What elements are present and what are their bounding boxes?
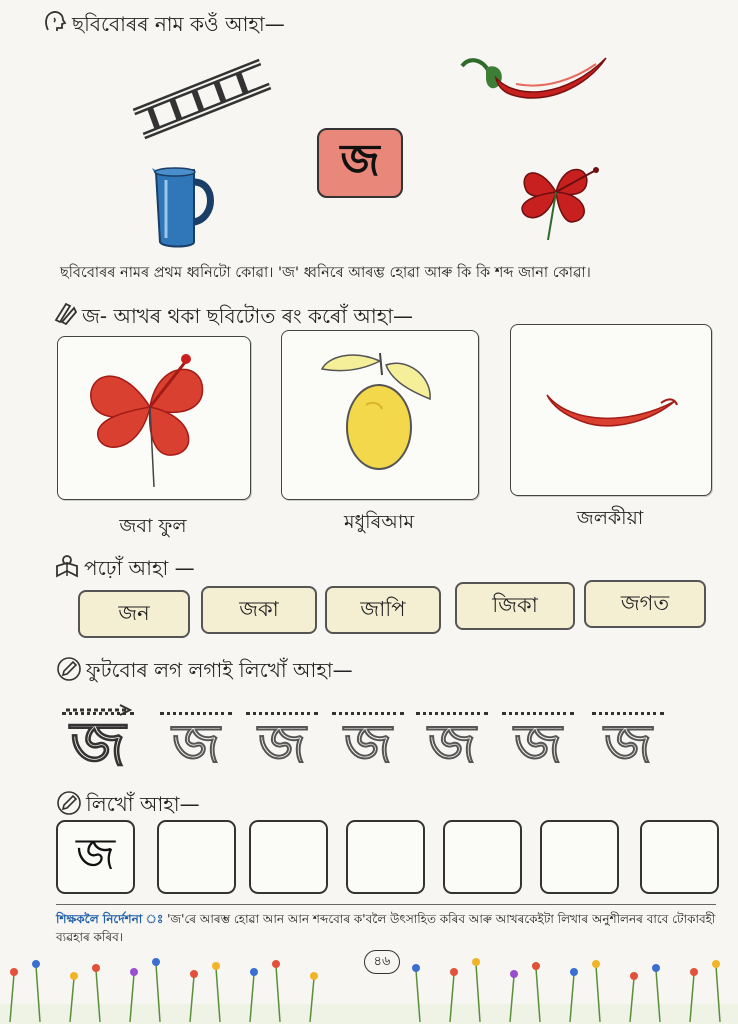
write-box-5[interactable] <box>540 820 619 894</box>
section1-instruction: ছবিবোৰৰ নামৰ প্ৰথম ধ্বনিটো কোৱা। 'জ' ধ্বনিৰে আৰম্ভ হোৱা আৰু কি কি শব্দ জানা কোৱা। <box>60 265 591 281</box>
word-japi[interactable]: জাপি <box>325 586 441 634</box>
pencil-icon <box>56 656 82 682</box>
chilli-colored-picture <box>511 325 711 495</box>
chilli-color-card[interactable] <box>510 324 712 496</box>
trace-letter-guide[interactable]: জ <box>62 712 134 781</box>
trace-letter-1[interactable]: জ <box>160 712 232 781</box>
write-sample-box: জ <box>56 820 135 894</box>
caption-joba-phul: জবা ফুল <box>119 515 187 537</box>
write-box-1[interactable] <box>157 820 236 894</box>
hibiscus-color-card[interactable] <box>57 336 251 500</box>
word-jon[interactable]: জন <box>78 590 190 638</box>
trace-letter-6[interactable]: জ <box>592 712 664 781</box>
word-jogot[interactable]: জগত <box>584 580 706 628</box>
page-number: ৪৬ <box>364 950 400 974</box>
teacher-note-text: 'জ'ৰে আৰম্ভ হোৱা আন আন শব্দবোৰ ক'বলৈ উৎসাহিত কৰিব আৰু আখৰকেইটা লিখাৰ অনুশীলনৰ বাবে টোকাবহী ব্যৱহাৰ কৰিব। <box>56 912 716 944</box>
footer-divider <box>56 904 716 905</box>
pencil-icon-2 <box>56 790 82 816</box>
letter-tile: জ <box>317 128 403 198</box>
write-box-3[interactable] <box>346 820 425 894</box>
section3-title: পঢ়োঁ আহা — <box>84 556 195 580</box>
section2-title: জ- আখৰ থকা ছবিটোত ৰং কৰোঁ আহা— <box>82 304 414 328</box>
word-joka[interactable]: জকা <box>201 586 317 634</box>
speaking-head-icon <box>42 8 68 34</box>
guava-color-card[interactable] <box>281 330 479 500</box>
trace-letter-2[interactable]: জ <box>246 712 318 781</box>
write-box-6[interactable] <box>640 820 719 894</box>
trace-letter-5[interactable]: জ <box>502 712 574 781</box>
caption-jalkiya: জলকীয়া <box>576 507 644 529</box>
reading-child-icon <box>54 554 80 580</box>
write-box-4[interactable] <box>443 820 522 894</box>
hibiscus-colored-picture <box>58 337 250 499</box>
teacher-note <box>56 910 716 946</box>
trace-letter-3[interactable]: জ <box>332 712 404 781</box>
section1-title: ছবিবোৰৰ নাম কওঁ আহা— <box>72 12 285 36</box>
section5-title: লিখোঁ আহা— <box>86 792 200 816</box>
word-jika[interactable]: জিকা <box>455 582 575 630</box>
teacher-note-label: শিক্ষকলৈ নিৰ্দেশনা ঃ <box>56 912 164 926</box>
crayons-icon <box>52 300 78 326</box>
caption-madhuri-aam: মধুৰিআম <box>343 511 415 533</box>
jug-picture <box>142 162 218 250</box>
section4-title: ফুটবোৰ লগ লগাই লিখোঁ আহা— <box>86 658 353 682</box>
write-box-2[interactable] <box>249 820 328 894</box>
guava-colored-picture <box>282 331 478 499</box>
hibiscus-picture <box>508 152 614 244</box>
trace-letter-4[interactable]: জ <box>416 712 488 781</box>
ladder-picture <box>128 52 276 144</box>
chilli-picture <box>456 48 616 106</box>
